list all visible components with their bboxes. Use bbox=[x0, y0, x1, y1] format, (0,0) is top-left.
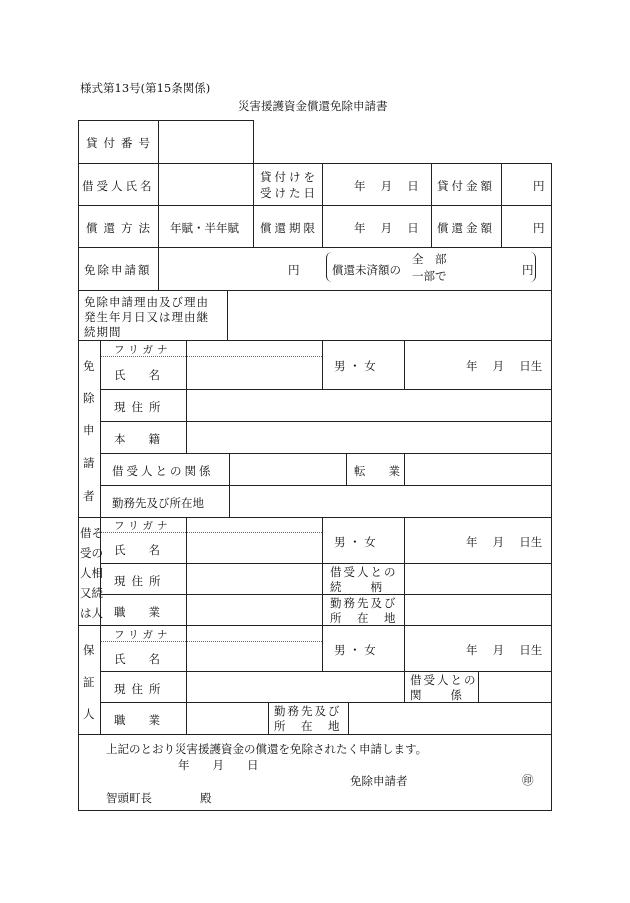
loan-number-label: 貸付番号 bbox=[86, 136, 156, 150]
guarantor-gender: 男 ・ 女 bbox=[334, 643, 376, 657]
reason-label-3: 続期間 bbox=[84, 325, 122, 339]
guarantor-group-char-3: 人 bbox=[83, 707, 95, 721]
guarantor-relation-label-2: 関 係 bbox=[410, 688, 464, 702]
heir-occupation-label: 職 業 bbox=[114, 605, 160, 619]
honorific: 殿 bbox=[200, 791, 212, 805]
repayment-method-label: 償還方法 bbox=[86, 221, 156, 235]
heir-group-line-3: 人相 bbox=[80, 566, 103, 580]
applicant-relation-label: 借受人との関係 bbox=[112, 464, 214, 478]
loan-amount-label: 貸付金額 bbox=[437, 179, 495, 193]
heir-name-label: 氏 名 bbox=[114, 543, 160, 557]
guarantor-occupation-label: 職 業 bbox=[114, 713, 160, 727]
repayment-amount-label: 償還金額 bbox=[437, 221, 495, 235]
addressee: 智頭町長 bbox=[106, 791, 152, 805]
applicant-group-char-1: 免 bbox=[83, 359, 95, 373]
page-title: 災害援護資金償還免除申請書 bbox=[238, 99, 388, 113]
exemption-amount-yen: 円 bbox=[288, 263, 300, 277]
application-date: 年 月 日 bbox=[178, 758, 259, 772]
unpaid-label: 償還未済額の bbox=[332, 263, 401, 277]
reason-label-1: 免除申請理由及び理由 bbox=[84, 295, 209, 309]
applicant-group-char-4: 請 bbox=[83, 456, 95, 470]
applicant-group-char-5: 者 bbox=[83, 489, 95, 503]
applicant-gender: 男 ・ 女 bbox=[334, 359, 376, 373]
application-statement: 上記のとおり災害援護資金の償還を免除されたく申請します。 bbox=[106, 742, 428, 756]
applicant-group-char-2: 除 bbox=[83, 391, 95, 405]
heir-relation-label-2: 続 柄 bbox=[330, 580, 384, 594]
loan-date-label-2: 受けた日 bbox=[260, 186, 318, 200]
reason-label-2: 発生年月日又は理由継 bbox=[84, 310, 209, 324]
seal-icon: ㊞ bbox=[522, 773, 534, 787]
repayment-deadline-value: 年 月 日 bbox=[354, 221, 419, 235]
guarantor-workplace-label-1: 勤務先及び bbox=[274, 704, 342, 718]
applicant-group-char-3: 申 bbox=[83, 423, 95, 437]
loan-date-label-1: 貸付けを bbox=[260, 170, 318, 184]
heir-relation-label-1: 借受人との bbox=[330, 565, 398, 579]
loan-amount-yen: 円 bbox=[533, 179, 545, 193]
heir-workplace-label-1: 勤務先及び bbox=[330, 596, 398, 610]
heir-gender: 男 ・ 女 bbox=[334, 535, 376, 549]
all-label: 全 部 bbox=[412, 252, 447, 266]
heir-furigana-label: フリガナ bbox=[114, 520, 172, 532]
guarantor-furigana-label: フリガナ bbox=[114, 629, 172, 641]
guarantor-group-char-1: 保 bbox=[83, 643, 95, 657]
guarantor-address-label: 現住所 bbox=[114, 682, 167, 696]
heir-group-line-2: 受の bbox=[80, 546, 103, 560]
partial-label: 一部で bbox=[412, 269, 447, 283]
unpaid-yen: 円 bbox=[522, 263, 534, 277]
applicant-transfer-label: 転 業 bbox=[354, 464, 400, 478]
borrower-name-label: 借受人氏名 bbox=[82, 179, 155, 193]
applicant-workplace-label: 勤務先及び所在地 bbox=[112, 496, 204, 510]
applicant-address-label: 現住所 bbox=[114, 400, 167, 414]
heir-birth: 年 月 日生 bbox=[466, 535, 543, 549]
repayment-method-value: 年賦・半年賦 bbox=[170, 221, 239, 235]
repayment-deadline-label: 償還期限 bbox=[260, 221, 318, 235]
applicant-name-label: 氏 名 bbox=[114, 368, 160, 382]
repayment-amount-yen: 円 bbox=[533, 221, 545, 235]
heir-group-line-1: 借そ bbox=[80, 526, 103, 540]
heir-group-line-5: は人 bbox=[80, 606, 103, 620]
guarantor-group-char-2: 証 bbox=[83, 675, 95, 689]
applicant-signature-label: 免除申請者 bbox=[350, 774, 408, 788]
form-number: 様式第13号(第15条関係) bbox=[80, 81, 211, 95]
loan-date-value: 年 月 日 bbox=[354, 179, 419, 193]
applicant-furigana-label: フリガナ bbox=[114, 344, 172, 356]
heir-workplace-label-2: 所 在 地 bbox=[330, 611, 398, 625]
guarantor-birth: 年 月 日生 bbox=[466, 643, 543, 657]
applicant-domicile-label: 本 籍 bbox=[114, 432, 160, 446]
exemption-amount-label: 免除申請額 bbox=[84, 263, 152, 277]
heir-group-line-4: 又続 bbox=[80, 586, 103, 600]
guarantor-relation-label-1: 借受人との bbox=[410, 673, 478, 687]
guarantor-workplace-label-2: 所 在 地 bbox=[274, 719, 342, 733]
guarantor-name-label: 氏 名 bbox=[114, 652, 160, 666]
applicant-birth: 年 月 日生 bbox=[466, 359, 543, 373]
heir-address-label: 現住所 bbox=[114, 574, 167, 588]
